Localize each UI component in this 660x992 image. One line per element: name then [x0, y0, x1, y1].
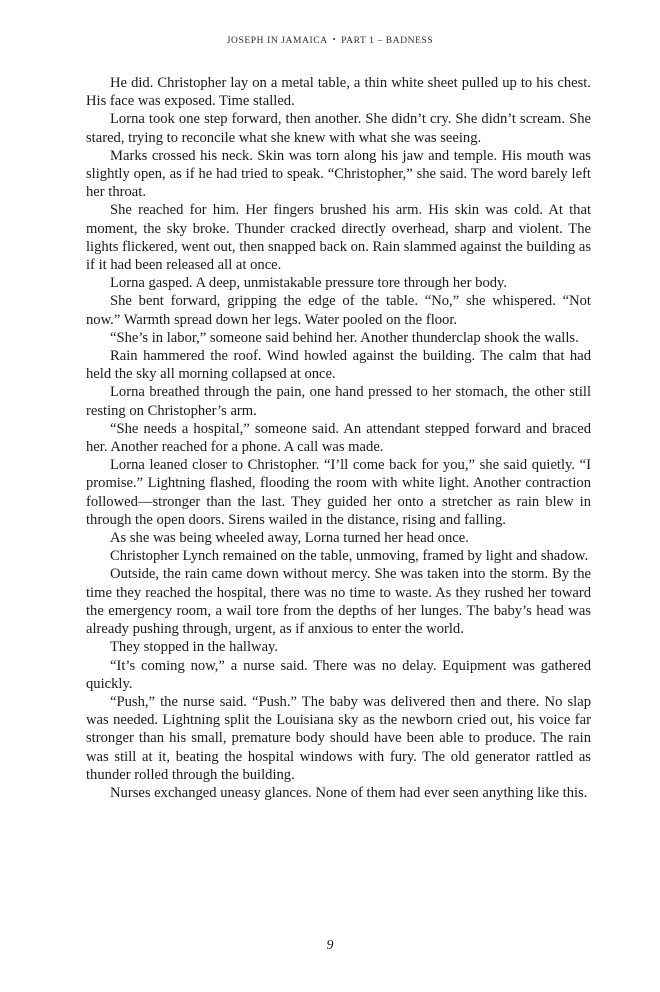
- paragraph: Christopher Lynch remained on the table, unmoving, framed by light and shadow.: [110, 548, 589, 565]
- running-header-separator: •: [332, 35, 337, 44]
- paragraph: Lorna leaned closer to Christopher. “I’ll come back for you,” she said quietly. “I promise.” Lightning flashed, flooding the room with white light. Another contraction followed—stronger than the last. They guided her onto a stretcher as rain blew in through the open doors. Sirens wailed in the distance, rising and falling.: [86, 457, 591, 528]
- paragraph: Rain hammered the roof. Wind howled against the building. The calm that had held the sky all morning collapsed at once.: [86, 348, 591, 383]
- paragraph: Nurses exchanged uneasy glances. None of them had ever seen anything like this.: [110, 784, 588, 801]
- paragraph: Lorna gasped. A deep, unmistakable pressure tore through her body.: [110, 275, 508, 292]
- running-header-book-title: JOSEPH IN JAMAICA: [226, 36, 328, 46]
- paragraph: He did. Christopher lay on a metal table, a thin white sheet pulled up to his chest. His face was exposed. Time stalled.: [86, 75, 591, 110]
- paragraph: “She needs a hospital,” someone said. An attendant stepped forward and braced her. Another reached for a phone. A call was made.: [86, 420, 591, 456]
- paragraph: She reached for him. Her fingers brushed his arm. His skin was cold. At that moment, the sky broke. Thunder cracked directly overhead, sharp and violent. The lights flickered, went out, then snapped back on. Rain slammed against the building as if it had been released all at once.: [86, 202, 591, 274]
- paragraph: She bent forward, gripping the edge of the table. “No,” she whispered. “Not now.” Warmth spread down her legs. Water pooled on the floor.: [86, 293, 591, 328]
- paragraph: Marks crossed his neck. Skin was torn along his jaw and temple. His mouth was slightly open, as if he had tried to speak. “Christopher,” she said. The word barely left her throat.: [86, 147, 591, 201]
- page-number: 9: [326, 938, 334, 953]
- body-text: [86, 74, 591, 802]
- paragraph: Lorna breathed through the pain, one hand pressed to her stomach, the other still resting on Christopher’s arm.: [86, 384, 591, 419]
- paragraph: Outside, the rain came down without mercy. She was taken into the storm. By the time they reached the hospital, there was no time to waste. As they rushed her toward the emergency room, a wail tore from the depths of her lunges. The baby’s head was already pushing through, urgent, as if anxious to enter the world.: [86, 566, 591, 638]
- running-header: [0, 36, 660, 46]
- paragraph: “She’s in labor,” someone said behind her. Another thunderclap shook the walls.: [110, 329, 579, 346]
- paragraph: “Push,” the nurse said. “Push.” The baby was delivered then and there. No slap was needed. Lightning split the Louisiana sky as the newborn cried out, his voice far stronger than his small, premature body should have been able to produce. The rain was still at it, beating the hospital windows with fury. The old generator rattled as thunder rolled through the building.: [86, 693, 591, 783]
- running-header-part: PART 1 – BADNESS: [341, 36, 434, 46]
- paragraph: As she was being wheeled away, Lorna turned her head once.: [110, 530, 469, 547]
- paragraph: “It’s coming now,” a nurse said. There was no delay. Equipment was gathered quickly.: [86, 657, 591, 692]
- paragraph: They stopped in the hallway.: [110, 639, 279, 656]
- paragraph: Lorna took one step forward, then another. She didn’t cry. She didn’t scream. She stared, trying to reconcile what she knew with what she was seeing.: [86, 111, 591, 146]
